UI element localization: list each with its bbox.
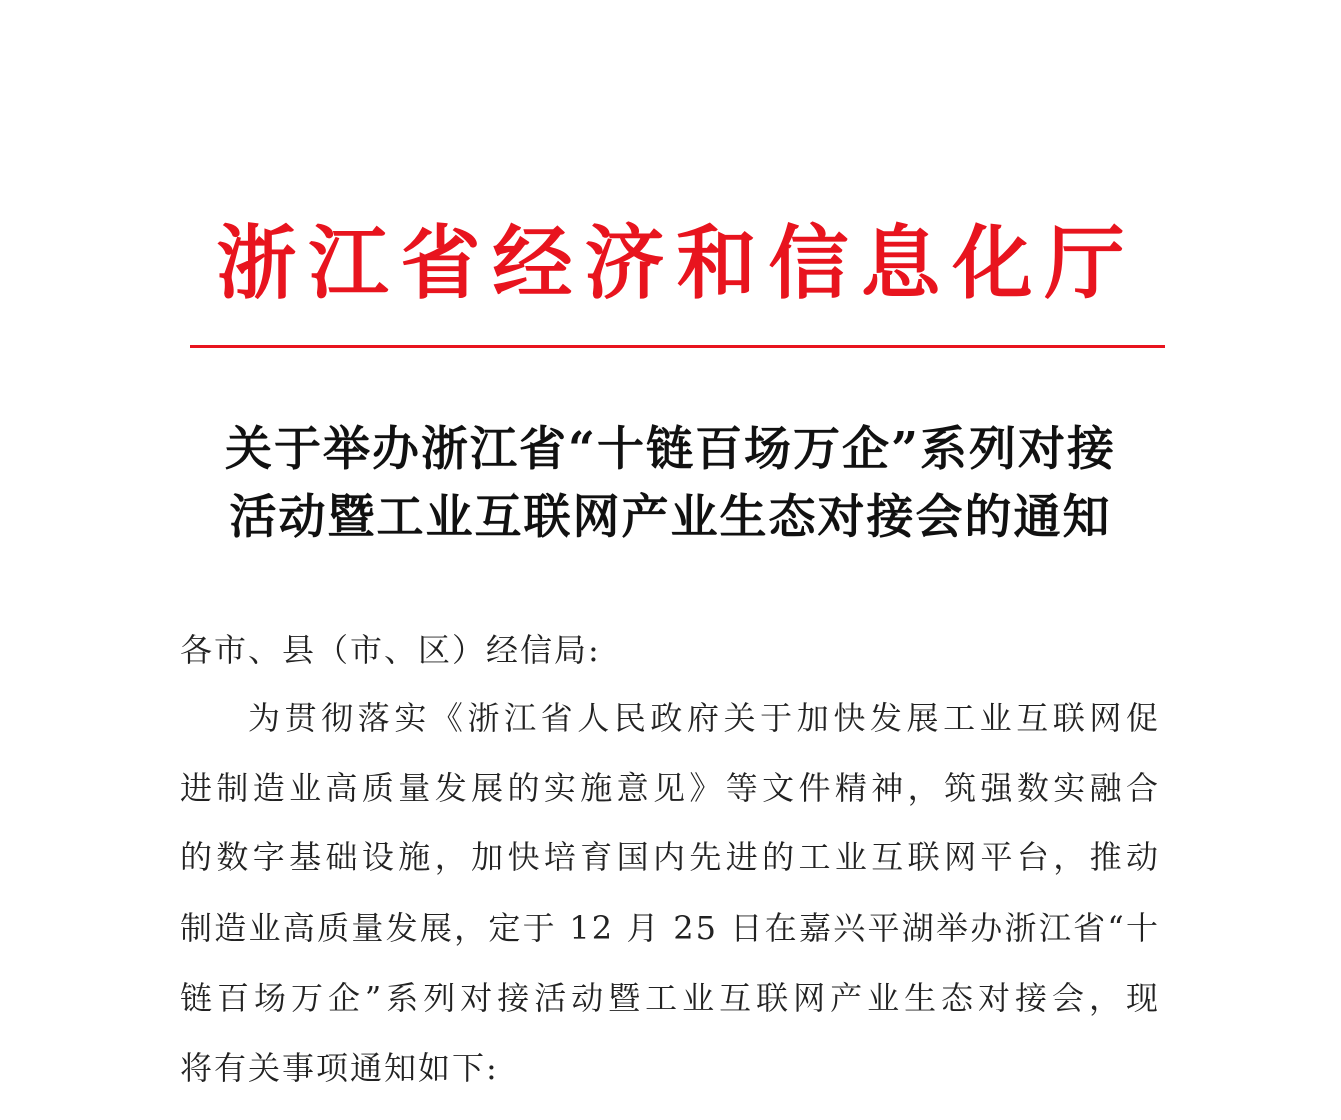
issuing-agency-header: 浙江省经济和信息化厅 <box>216 216 1137 310</box>
body-paragraph-line-1: 为贯彻落实《浙江省人民政府关于加快发展工业互联网促 <box>248 699 1160 737</box>
body-paragraph-line-6: 将有关事项通知如下: <box>180 1049 499 1087</box>
salutation: 各市、县（市、区）经信局: <box>180 631 601 669</box>
body-paragraph-line-3: 的数字基础设施，加快培育国内先进的工业互联网平台，推动 <box>180 838 1160 876</box>
red-header-rule <box>190 345 1165 348</box>
body-paragraph-line-4: 制造业高质量发展，定于 12 月 25 日在嘉兴平湖举办浙江省“十 <box>180 909 1160 947</box>
document-title-line-1: 关于举办浙江省“十链百场万企”系列对接 <box>224 422 1117 477</box>
body-paragraph-line-5: 链百场万企”系列对接活动暨工业互联网产业生态对接会，现 <box>180 979 1160 1017</box>
body-paragraph-line-2: 进制造业高质量发展的实施意见》等文件精神，筑强数实融合 <box>180 769 1160 807</box>
document-title-line-2: 活动暨工业互联网产业生态对接会的通知 <box>229 490 1112 545</box>
